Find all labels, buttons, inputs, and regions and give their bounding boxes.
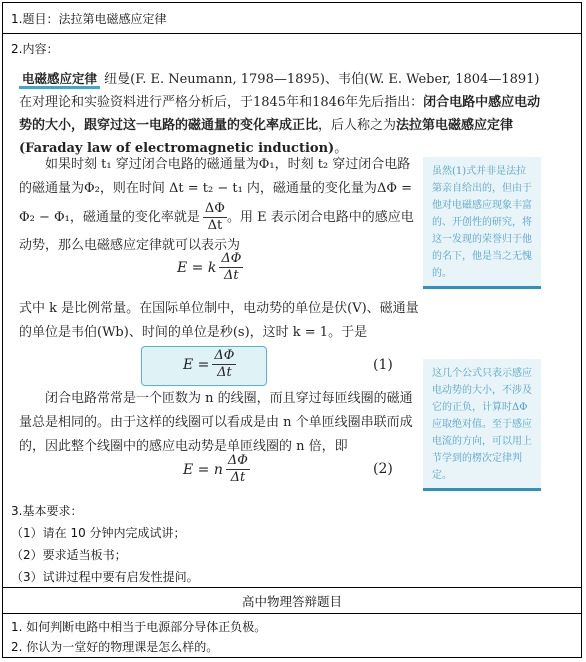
requirement-item: （3）试讲过程中要有启发性提问。	[11, 570, 199, 584]
document-frame	[2, 2, 582, 658]
fraction-denominator: Δt	[230, 470, 246, 485]
qa-question: 1. 如何判断电路中相当于电源部分导体正负极。	[11, 620, 267, 634]
paragraph-coil: 闭合电路常常是一个匝数为 n 的线圈，而且穿过每匝线圈的磁通量总是相同的。由于这样的线圈可以看成是由 n 个单匝线圈串联而成的，因此整个线圈中的感应电动势是单匝线圈的 n 倍，即	[19, 391, 413, 454]
equation-1-number: (1)	[373, 357, 393, 373]
divider	[3, 587, 581, 588]
fraction-numerator: ΔΦ	[221, 251, 242, 266]
intro-bold: 闭合电路中感应电动势的大小，跟穿过这一电路的磁通量的变化率成正比	[19, 95, 541, 133]
formula-lhs: E =	[183, 356, 210, 373]
side-note-history: 虽然(1)式并非是法拉第亲自给出的，但由于他对电磁感应现象丰富的、开创性的研究，将这一发现的荣誉归于他的名下，他是当之无愧的。	[423, 157, 541, 289]
content-label: 2.内容：	[11, 42, 59, 56]
formula-k	[177, 251, 243, 284]
formula-lhs: E = k	[177, 259, 217, 276]
fraction-denominator: Δt	[207, 218, 223, 233]
qa-title: 高中物理答辩题目	[241, 594, 342, 609]
requirement-item: （1）请在 10 分钟内完成试讲；	[11, 526, 186, 540]
equation-2-number: (2)	[373, 461, 393, 477]
topic-label: 1.题目：法拉第电磁感应定律	[11, 12, 167, 26]
equation-1	[183, 348, 236, 381]
intro-plain: 纽曼(F. E. Neumann, 1798—1895)、韦伯(W. E. Weber, 1804—1891)在对理论和实验资料进行严格分析后，于1845年和1846年先后指出：	[19, 72, 540, 110]
requirement-item: （2）要求适当板书；	[11, 548, 127, 562]
fraction-denominator: Δt	[224, 268, 239, 283]
para2-a: 如果时刻 t₁ 穿过闭合电路的磁通量为Φ₁，时刻 t₂ 穿过闭合电路的磁通量为Φ₂，则在时间 Δt = t₂ − t₁ 内，磁通量的变化量为	[19, 157, 411, 196]
fraction-numerator: ΔΦ	[227, 453, 248, 468]
intro-paragraph	[19, 67, 549, 160]
formula-fraction	[219, 251, 243, 284]
equation-2	[183, 453, 250, 486]
para2-c: 。用 E 表示闭合电路中的感应电动势，那么电磁感应定律就可以表示为	[19, 210, 414, 253]
fraction-numerator: ΔΦ	[204, 201, 225, 216]
intro-after: ，后人称之为	[318, 118, 397, 133]
fraction-numerator: ΔΦ	[214, 348, 235, 363]
fraction-denominator: Δt	[217, 365, 232, 380]
side-note-direction: 这几个公式只表示感应电动势的大小，不涉及它的正负，计算时ΔΦ应取绝对值。至于感应电流的方向，可以用上节学到的楞次定律判定。	[423, 359, 541, 491]
formula-lhs: E = n	[183, 461, 223, 478]
textbook-excerpt	[13, 61, 551, 491]
formula-fraction	[226, 453, 250, 486]
law-name: 法拉第电磁感应定律(Faraday law of electromagnetic induction)	[19, 118, 514, 156]
para2-b: ΔΦ = Φ₂ − Φ₁，磁通量的变化率就是	[19, 181, 413, 225]
formula-fraction	[212, 348, 236, 381]
rate-fraction	[203, 201, 227, 234]
divider	[3, 613, 581, 614]
divider	[3, 33, 581, 34]
qa-question: 2. 你认为一堂好的物理课是怎么样的。	[11, 640, 219, 654]
keyword-heading: 电磁感应定律	[19, 71, 100, 89]
requirements-title: 3.基本要求：	[11, 504, 83, 518]
paragraph-units: 式中 k 是比例常量。在国际单位制中，电动势的单位是伏(V)、磁通量的单位是韦伯(Wb)、时间的单位是秒(s)，这时 k = 1。于是	[19, 301, 419, 340]
intro-end: 。	[334, 141, 348, 156]
paragraph-definitions	[19, 153, 419, 258]
